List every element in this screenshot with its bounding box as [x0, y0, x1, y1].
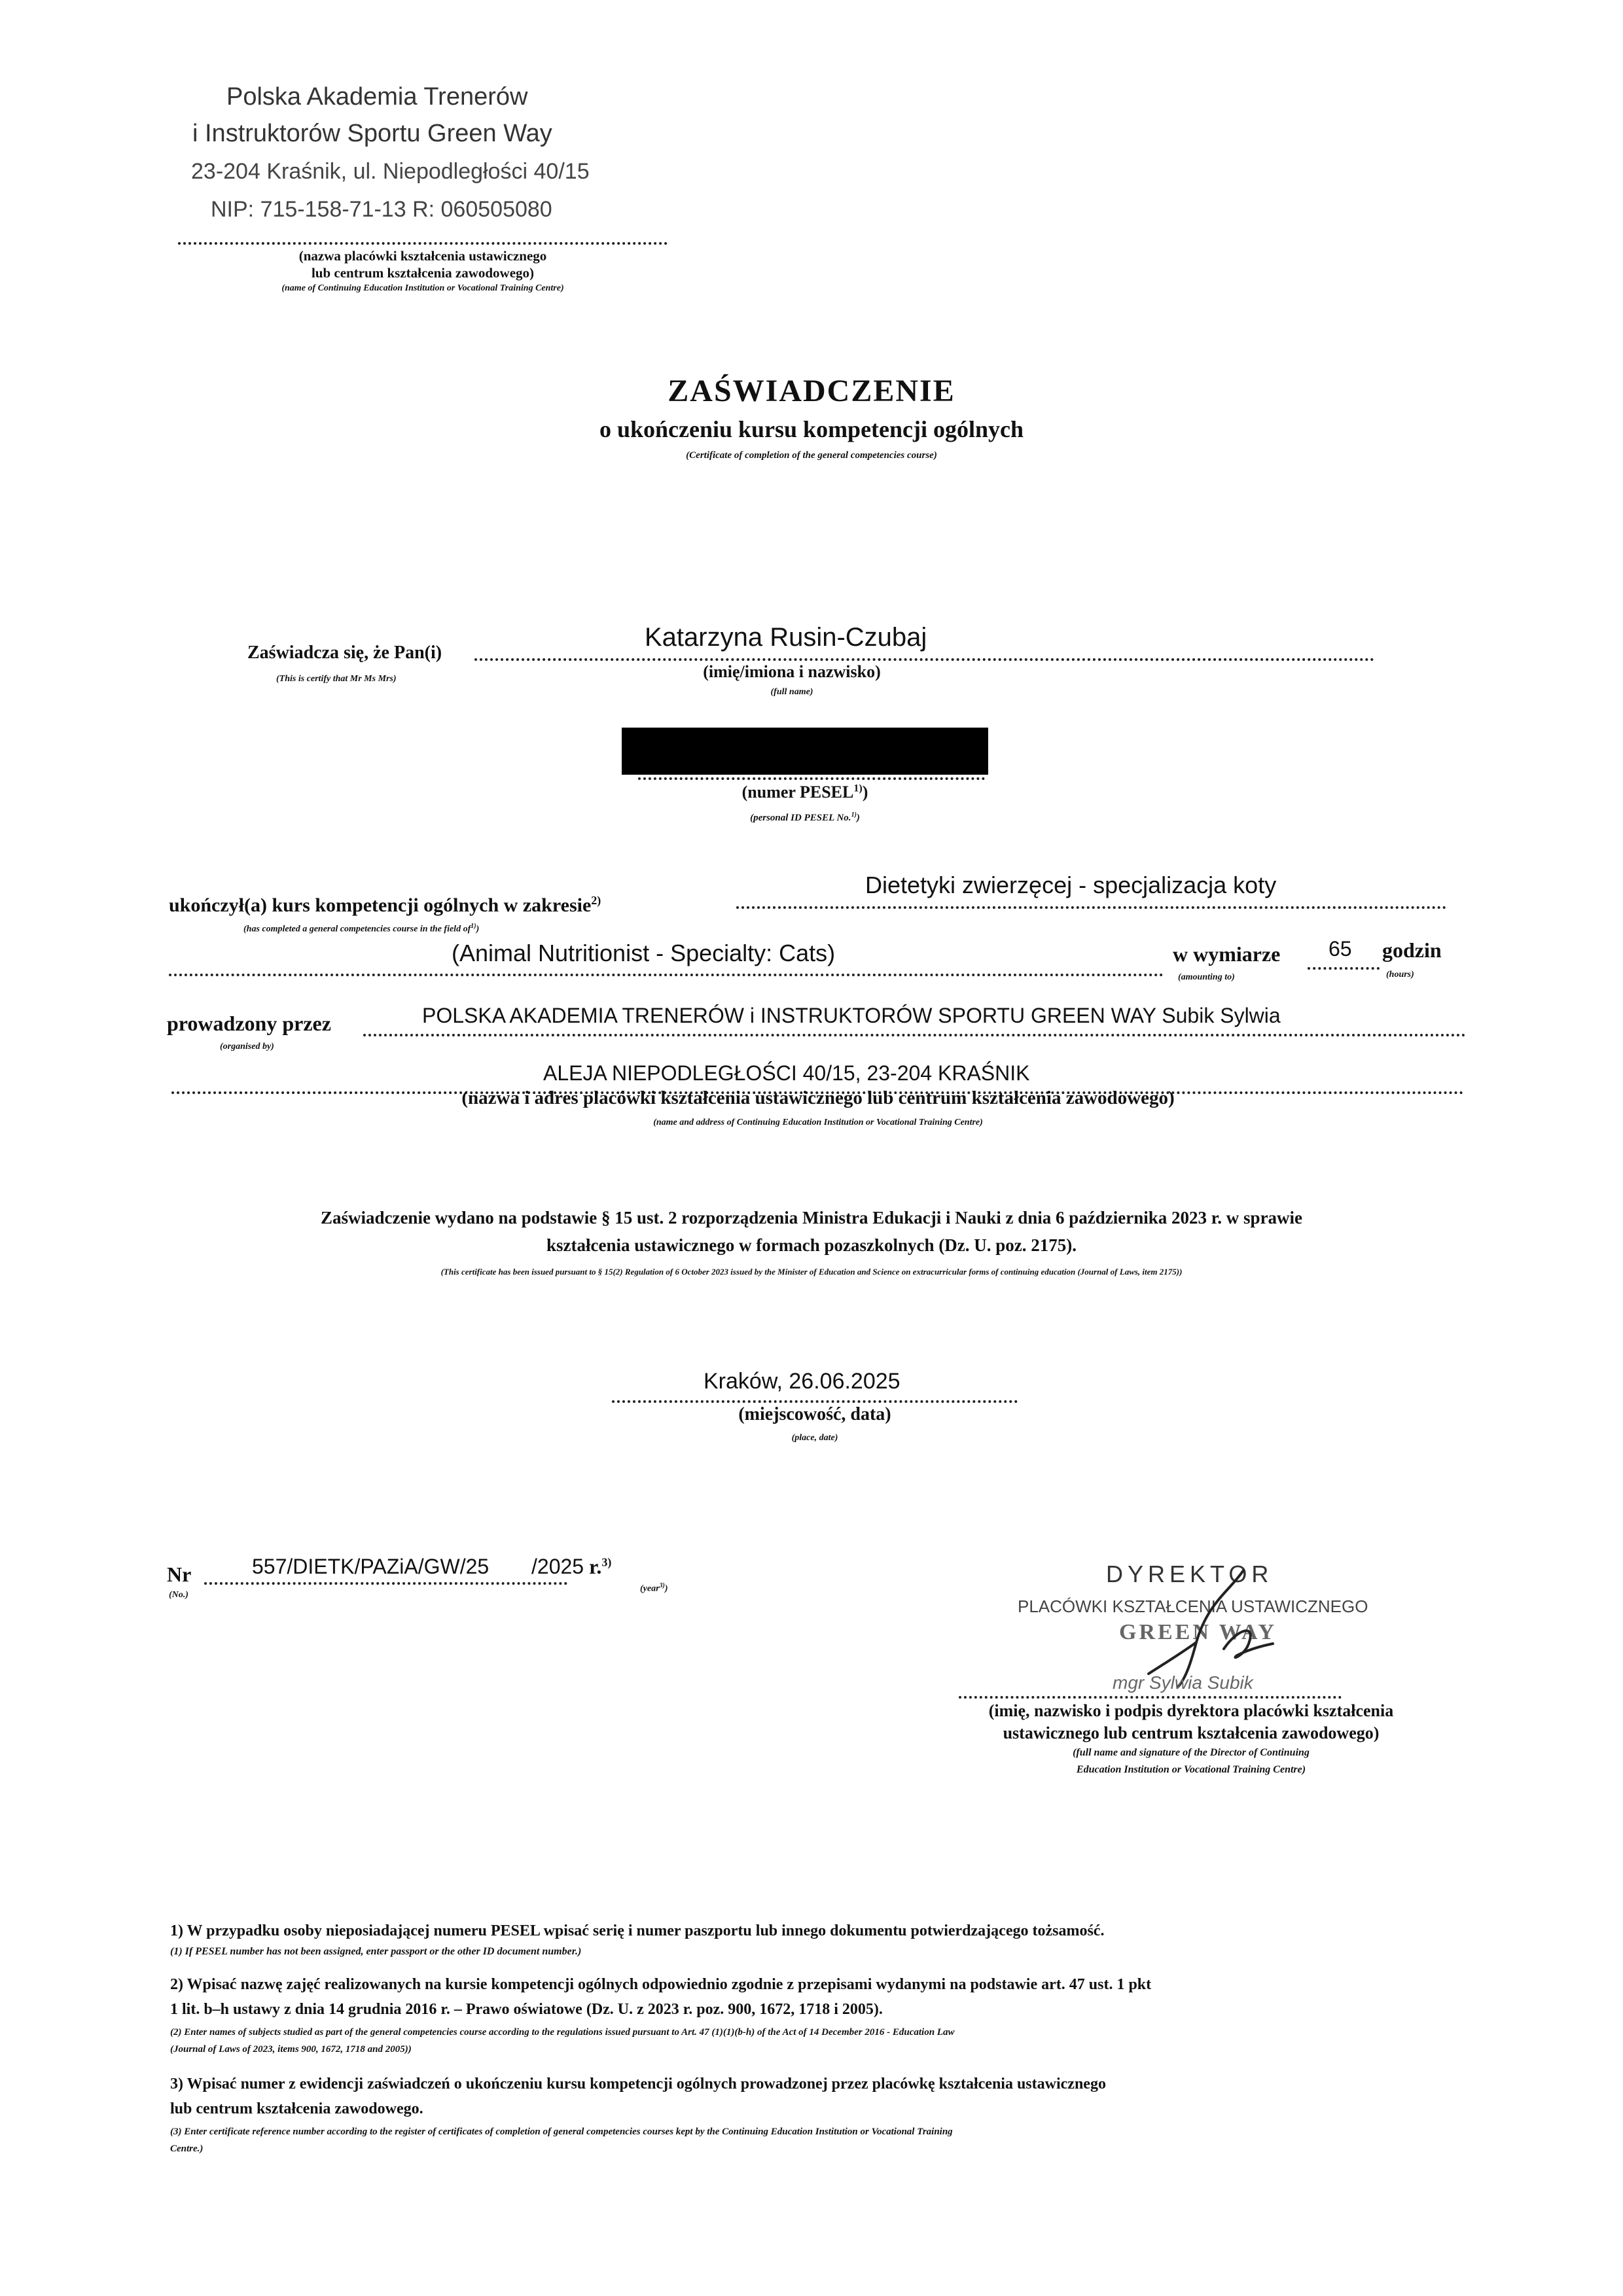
number-year-en-end: ): [664, 1583, 668, 1594]
course-label-en: [243, 923, 479, 935]
pesel-caption-sup: 1): [853, 783, 863, 794]
footnote-3b: lub centrum kształcenia zawodowego.: [170, 2100, 423, 2117]
course-label: [169, 894, 601, 917]
stamp-line-3: 23-204 Kraśnik, ul. Niepodległości 40/15: [191, 159, 590, 184]
person-name-line: [474, 658, 1374, 661]
place-date-caption: (miejscowość, data): [738, 1404, 891, 1424]
number-sup: 3): [601, 1555, 612, 1569]
course-field: Dietetyki zwierzęcej - specjalizacja koty: [865, 872, 1277, 898]
organizer-label: prowadzony przez: [167, 1012, 331, 1035]
number-value: 557/DIETK/PAZiA/GW/25: [252, 1555, 490, 1578]
director-stamp-name: GREEN WAY: [1119, 1620, 1277, 1644]
course-label-sup: 2): [591, 894, 601, 907]
number-label: Nr: [167, 1563, 192, 1586]
course-label-en-end: ): [476, 924, 480, 934]
course-hours-label: w wymiarze: [1173, 942, 1281, 966]
pesel-caption-en-sup: 1): [851, 811, 857, 819]
institution-caption-en: (name of Continuing Education Institution or Vocational Training Centre): [281, 283, 564, 293]
footnote-2-en-1: (2) Enter names of subjects studied as part of the general competencies course according to the regulations issued pursuant to Art. 47 (1)(1)(b-h) of the Act of 14 December 2016 - Education Law: [170, 2027, 955, 2038]
place-date-caption-en: (place, date): [791, 1433, 838, 1443]
page-subtitle-en: (Certificate of completion of the general competencies course): [686, 450, 937, 461]
organizer-label-en: (organised by): [220, 1042, 274, 1051]
number-label-en: (No.): [169, 1590, 188, 1600]
pesel-line: [638, 777, 985, 780]
number-year-prefix: /20: [531, 1555, 561, 1578]
course-hours-en: (hours): [1386, 970, 1414, 980]
footnote-3a: 3) Wpisać numer z ewidencji zaświadczeń o ukończeniu kursu kompetencji ogólnych prowadzonej przez placówkę kształcenia ustawicznego: [170, 2075, 1106, 2093]
director-signature-line: [959, 1696, 1342, 1699]
director-stamp-line: PLACÓWKI KSZTAŁCENIA USTAWICZNEGO: [1018, 1597, 1368, 1616]
institution-dotted-line: [178, 242, 668, 245]
stamp-line-1: Polska Akademia Trenerów: [226, 83, 528, 111]
number-year-en-sup: 3): [659, 1582, 665, 1589]
organizer-line: [363, 1034, 1466, 1036]
course-hours-unit: godzin: [1382, 938, 1442, 962]
footnote-3-en-1: (3) Enter certificate reference number according to the register of certificates of completion of general competencies courses kept by the Continuing Education Institution or Vocational Training: [170, 2127, 953, 2137]
course-field-en: (Animal Nutritionist - Specialty: Cats): [452, 940, 836, 966]
person-label-en: (This is certify that Mr Ms Mrs): [276, 674, 397, 684]
place-date-line: [612, 1400, 1018, 1403]
legal-line-1: Zaświadczenie wydano na podstawie § 15 ust. 2 rozporządzenia Ministra Edukacji i Nauki z dnia 6 października 2023 r. w sprawie: [320, 1208, 1303, 1227]
organizer-caption-en: (name and address of Continuing Education Institution or Vocational Training Centre): [653, 1118, 983, 1127]
stamp-line-2: i Instruktorów Sportu Green Way: [192, 120, 552, 147]
pesel-redaction: [622, 728, 988, 775]
pesel-caption-text: (numer PESEL: [741, 783, 854, 802]
stamp-line-4: NIP: 715-158-71-13 R: 060505080: [211, 197, 552, 222]
director-stamp-title: DYREKTOR: [1106, 1561, 1274, 1587]
institution-caption-pl-1: (nazwa placówki kształcenia ustawicznego: [298, 248, 547, 264]
number-line: [204, 1582, 567, 1585]
pesel-caption: [589, 783, 1021, 802]
footnote-1: 1) W przypadku osoby nieposiadającej numeru PESEL wpisać serię i numer paszportu lub innego dokumentu potwierdzającego tożsamość.: [170, 1922, 1105, 1939]
person-caption: (imię/imiona i nazwisko): [703, 662, 881, 681]
director-caption-en-2: Education Institution or Vocational Training Centre): [1076, 1764, 1306, 1775]
number-year-suffix: r.: [589, 1555, 602, 1578]
director-caption-en-1: (full name and signature of the Director of Continuing: [1073, 1747, 1310, 1758]
pesel-caption-en-text: (personal ID PESEL No.: [750, 813, 851, 823]
page-subtitle: o ukończeniu kursu kompetencji ogólnych: [599, 416, 1024, 442]
number-year-value: 25: [560, 1555, 584, 1578]
person-caption-en: (full name): [770, 687, 813, 697]
pesel-caption-end: ): [862, 783, 868, 802]
place-date: Kraków, 26.06.2025: [704, 1369, 901, 1394]
director-caption-2: ustawicznego lub centrum kształcenia zawodowego): [1003, 1723, 1380, 1742]
person-label: Zaświadcza się, że Pan(i): [247, 643, 442, 663]
course-amounting-en: (amounting to): [1178, 972, 1235, 982]
director-signature-name: mgr Sylwia Subik: [1113, 1672, 1253, 1693]
footnote-2a: 2) Wpisać nazwę zajęć realizowanych na kursie kompetencji ogólnych odpowiednio zgodnie z przepisami wydanymi na podstawie art. 47 ust. 1 pkt: [170, 1976, 1152, 1993]
legal-en: (This certificate has been issued pursuant to § 15(2) Regulation of 6 October 2023 issued by the Minister of Education and Science on extracurricular forms of continuing education (Journal of Laws, item 2175)): [440, 1267, 1183, 1277]
pesel-caption-en-end: ): [856, 813, 860, 823]
institution-caption: [178, 247, 668, 296]
course-label-en-sup: 1): [471, 923, 476, 930]
footnote-2b: 1 lit. b–h ustawy z dnia 14 grudnia 2016 r. – Prawo oświatowe (Dz. U. z 2023 r. poz. 900, 1672, 1718 i 2005).: [170, 2001, 883, 2018]
footnote-3-en-2: Centre.): [170, 2144, 204, 2154]
organizer-caption: (nazwa i adres placówki kształcenia ustawicznego lub centrum kształcenia zawodowego): [461, 1087, 1175, 1108]
number-year: [531, 1555, 611, 1579]
footnote-2-en-2: (Journal of Laws of 2023, items 900, 1672, 1718 and 2005)): [170, 2044, 412, 2055]
institution-caption-pl-2: lub centrum kształcenia zawodowego): [311, 265, 535, 281]
organizer-name: POLSKA AKADEMIA TRENERÓW i INSTRUKTORÓW SPORTU GREEN WAY Subik Sylwia: [422, 1004, 1281, 1027]
course-field-en-line: [169, 974, 1164, 976]
course-hours: 65: [1329, 937, 1352, 961]
organizer-address: ALEJA NIEPODLEGŁOŚCI 40/15, 23-204 KRAŚNIK: [543, 1061, 1030, 1085]
course-hours-line: [1308, 967, 1380, 970]
number-year-en-text: (year: [640, 1583, 660, 1594]
course-field-line: [736, 906, 1446, 909]
number-year-en: [640, 1582, 668, 1595]
course-label-text: ukończył(a) kurs kompetencji ogólnych w zakresie: [169, 894, 592, 916]
page-title: ZAŚWIADCZENIE: [668, 374, 955, 408]
course-label-en-text: (has completed a general competencies course in the field of: [243, 924, 471, 934]
pesel-caption-en: [589, 811, 1021, 824]
legal-line-2: kształcenia ustawicznego w formach pozaszkolnych (Dz. U. poz. 2175).: [546, 1235, 1077, 1255]
institution-stamp: [177, 79, 674, 228]
footnote-1-en: (1) If PESEL number has not been assigned, enter passport or the other ID document number.): [170, 1946, 582, 1957]
person-name: Katarzyna Rusin-Czubaj: [645, 623, 927, 652]
director-caption-1: (imię, nazwisko i podpis dyrektora placówki kształcenia: [988, 1701, 1394, 1720]
